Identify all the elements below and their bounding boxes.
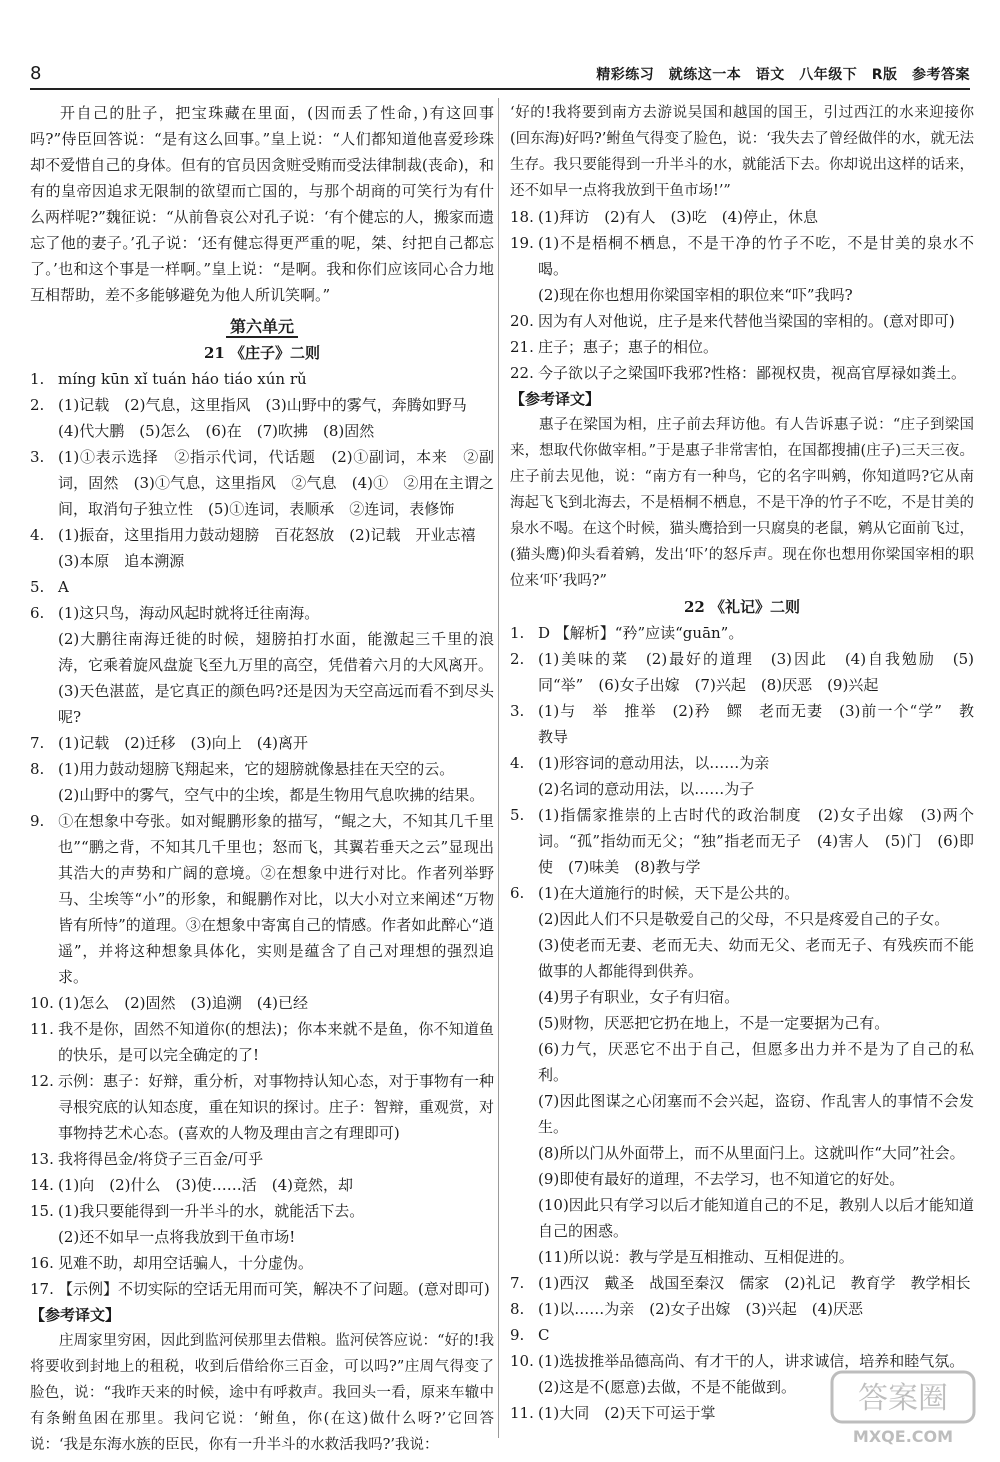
answer-text: (1)记载 (2)气息，这里指风 (3)山野中的雾气，奔腾如野马 <box>58 396 467 414</box>
answer-text: 我将得邑金/将贷子三百金/可乎 <box>58 1150 264 1168</box>
unit-title: 第六单元 <box>30 314 494 340</box>
answer-number: 9. <box>30 812 45 830</box>
reference-translation-heading: 【参考译文】 <box>30 1306 121 1324</box>
answer-item <box>510 230 974 282</box>
answer-number: 5. <box>30 578 45 596</box>
answer-text: (8)所以门从外面带上，而不从里面闩上。这就叫作“大同”社会。 <box>538 1144 965 1162</box>
answer-number: 4. <box>30 526 45 544</box>
answer-item <box>510 750 974 776</box>
answer-text: D 【解析】“矜”应读“guān”。 <box>538 624 744 642</box>
answer-text: míng kūn xǐ tuán háo tiáo xún rǔ <box>58 370 307 388</box>
answer-number: 18. <box>510 208 534 226</box>
answer-text: (3)使老而无妻、老而无夫、幼而无父、老而无子、有残疾而不能做事的人都能得到供养。 <box>538 936 974 980</box>
answer-text: (5)财物，厌恶把它扔在地上，不是一定要据为己有。 <box>538 1014 890 1032</box>
answer-text: 庄子；惠子；惠子的相位。 <box>538 338 719 356</box>
answer-number: 8. <box>30 760 45 778</box>
answer-number: 6. <box>510 884 525 902</box>
watermark-url: MXQE.COM <box>852 1427 954 1446</box>
right-column <box>510 100 990 1426</box>
answer-item <box>510 1166 974 1192</box>
answer-item <box>510 646 974 698</box>
answer-item <box>510 880 974 906</box>
answer-text: (1)怎么 (2)固然 (3)追溯 (4)已经 <box>58 994 308 1012</box>
answer-item <box>30 782 494 808</box>
answer-number: 1. <box>30 370 45 388</box>
answer-text: 我不是你，固然不知道你(的想法)；你本来就不是鱼，你不知道鱼的快乐，是可以完全确定的了! <box>58 1020 494 1064</box>
left-answer-list <box>30 366 494 1302</box>
answer-text: A <box>58 578 69 596</box>
answer-text: (1)记载 (2)迁移 (3)向上 (4)离开 <box>58 734 308 752</box>
answer-number: 2. <box>510 650 525 668</box>
translation-continued: ‘好的!我将要到南方去游说吴国和越国的国王，引过西江的水来迎接你(回东海)好吗?’鲋鱼气得变了脸色，说：‘我失去了曾经做伴的水，就无法生存。我只要能得到一升半斗的水，就能活下去。你却说出这样的话来，还不如早一点将我放到干鱼市场!’” <box>510 105 974 199</box>
answer-item <box>30 990 494 1016</box>
answer-text: (7)因此图谋之心闭塞而不会兴起，盗窃、作乱害人的事情不会发生。 <box>538 1092 974 1136</box>
lesson-title-22: 22 《礼记》二则 <box>683 598 801 616</box>
lesson-title: 21 《庄子》二则 <box>203 344 321 362</box>
answer-text: (1)形容词的意动用法，以……为亲 <box>538 754 770 772</box>
answer-text: (1)①表示选择 ②指示代词，代话题 (2)①副词，本来 ②副词，固然 (3)①气息，这里指风 ②气息 (4)① ②用在主谓之间，取消句子独立性 (5)①连词，表顺承 ②连词，表修饰 <box>58 448 494 518</box>
answer-number: 10. <box>30 994 54 1012</box>
answer-text: (1)大同 (2)天下可运于掌 <box>538 1404 716 1422</box>
answer-item <box>510 1192 974 1244</box>
answer-number: 2. <box>30 396 45 414</box>
answer-text: (11)所以说：教与学是互相推动、互相促进的。 <box>538 1248 854 1266</box>
answer-text: (1)以……为亲 (2)女子出嫁 (3)兴起 (4)厌恶 <box>538 1300 863 1318</box>
answer-number: 7. <box>510 1274 525 1292</box>
answer-item <box>510 1322 974 1348</box>
answer-item <box>30 1250 494 1276</box>
answer-number: 4. <box>510 754 525 772</box>
answer-text: (4)代大鹏 (5)怎么 (6)在 (7)吹拂 (8)固然 <box>58 422 375 440</box>
right-answer-list-a <box>510 204 974 386</box>
answer-item <box>30 444 494 522</box>
answer-text: (2)因此人们不只是敬爱自己的父母，不只是疼爱自己的子女。 <box>538 910 950 928</box>
answer-item <box>510 1296 974 1322</box>
answer-number: 20. <box>510 312 534 330</box>
answer-item <box>30 730 494 756</box>
answer-text: (1)用力鼓动翅膀飞翔起来，它的翅膀就像悬挂在天空的云。 <box>58 760 455 778</box>
answer-item <box>510 932 974 984</box>
reference-translation: 庄周家里穷困，因此到监河侯那里去借粮。监河侯答应说：“好的!我将要收到封地上的租税，收到后借给你三百金，可以吗?”庄周气得变了脸色，说：“我昨天来的时候，途中有呼救声。我回头一看，原来车辙中有条鲋鱼困在那里。我问它说：‘鲋鱼，你(在这)做什么呀?’它回答说：‘我是东海水族的臣民，你有一升半斗的水救活我吗?’我说： <box>30 1333 494 1453</box>
answer-item <box>510 620 974 646</box>
answer-number: 1. <box>510 624 525 642</box>
answer-item <box>510 334 974 360</box>
answer-text: (1)这只鸟，海动风起时就将迁往南海。 <box>58 604 320 622</box>
answer-text: (1)指儒家推崇的上古时代的政治制度 (2)女子出嫁 (3)两个词。“孤”指幼而无父；“独”指老而无子 (4)害人 (5)门 (6)即使 (7)味美 (8)教与学 <box>538 806 974 876</box>
answer-item <box>30 548 494 574</box>
answer-number: 22. <box>510 364 534 382</box>
answer-text: (10)因此只有学习以后才能知道自己的不足，教别人以后才能知道自己的困惑。 <box>538 1196 974 1240</box>
answer-item <box>510 282 974 308</box>
answer-item <box>510 1140 974 1166</box>
answer-item <box>30 808 494 990</box>
answer-number: 11. <box>510 1404 534 1422</box>
answer-number: 9. <box>510 1326 525 1344</box>
answer-item <box>30 1016 494 1068</box>
answer-item <box>510 360 974 386</box>
answer-text: 【示例】不切实际的空话无用而可笑，解决不了问题。(意对即可) <box>58 1280 490 1298</box>
answer-item <box>510 1036 974 1088</box>
answer-item <box>510 308 974 334</box>
answer-text: 今子欲以子之梁国吓我邪?性格：鄙视权贵，视高官厚禄如粪土。 <box>538 364 967 382</box>
answer-text: (9)即使有最好的道理，不去学习，也不知道它的好处。 <box>538 1170 905 1188</box>
answer-text: (1)不是梧桐不栖息，不是干净的竹子不吃，不是甘美的泉水不喝。 <box>538 234 974 278</box>
answer-item <box>510 984 974 1010</box>
answer-text: (6)力气，厌恶它不出于自己，但愿多出力并不是为了自己的私利。 <box>538 1040 974 1084</box>
answer-text: (2)名词的意动用法，以……为子 <box>538 780 755 798</box>
answer-number: 16. <box>30 1254 54 1272</box>
answer-item <box>30 756 494 782</box>
answer-text: (2)还不如早一点将我放到干鱼市场! <box>58 1228 296 1246</box>
answer-item <box>30 522 494 548</box>
answer-number: 12. <box>30 1072 54 1090</box>
answer-item <box>510 776 974 802</box>
answer-item <box>510 1270 974 1296</box>
answer-item <box>30 1276 494 1302</box>
right-answer-list-b <box>510 620 990 1426</box>
watermark-text: 答案圈 <box>858 1381 948 1416</box>
answer-number: 5. <box>510 806 525 824</box>
reference-translation-2: 惠子在梁国为相，庄子前去拜访他。有人告诉惠子说：“庄子到梁国来，想取代你做宰相。”于是惠子非常害怕，在国都搜捕(庄子)三天三夜。庄子前去见他，说：“南方有一种鸟，它的名字叫鹓，你知道吗?它从南海起飞飞到北海去，不是梧桐不栖息，不是干净的竹子不吃，不是甘美的泉水不喝。在这个时候，猫头鹰拾到一只腐臭的老鼠，鹓从它面前飞过，(猫头鹰)仰头看着鹓，发出‘吓’的怒斥声。现在你也想用你梁国宰相的职位来‘吓’我吗?” <box>510 417 974 589</box>
answer-text: C <box>538 1326 550 1344</box>
answer-item <box>30 626 494 678</box>
answer-item <box>30 1068 494 1146</box>
answer-text: (1)美味的菜 (2)最好的道理 (3)因此 (4)自我勉励 (5)同“举” (6)女子出嫁 (7)兴起 (8)厌恶 (9)兴起 <box>538 650 974 694</box>
answer-item <box>510 698 990 750</box>
answer-text: 因为有人对他说，庄子是来代替他当梁国的宰相的。(意对即可) <box>538 312 955 330</box>
header-title: 精彩练习 就练这一本 语文 八年级下 R版 参考答案 <box>596 67 970 83</box>
answer-item <box>30 1146 494 1172</box>
answer-item <box>510 1244 974 1270</box>
reference-translation-heading-2: 【参考译文】 <box>510 390 601 408</box>
page-number: 8 <box>30 63 42 84</box>
answer-text: (1)拜访 (2)有人 (3)吃 (4)停止，休息 <box>538 208 818 226</box>
answer-item <box>30 392 494 418</box>
answer-text: (1)选拔推举品德高尚、有才干的人，讲求诚信，培养和睦气氛。 <box>538 1352 965 1370</box>
answer-item <box>30 600 494 626</box>
answer-item <box>510 1010 974 1036</box>
intro-paragraph: 开自己的肚子，把宝珠藏在里面，(因而丢了性命，)有这回事吗?”侍臣回答说：“是有这么回事。”皇上说：“人们都知道他喜爱珍珠却不爱惜自己的身体。但有的官员因贪赃受贿而受法律制裁(丧命)，和有的皇帝因追求无限制的欲望而亡国的，与那个胡商的可笑行为有什么两样呢?”魏征说：“从前鲁哀公对孔子说：‘有个健忘的人，搬家而遗忘了他的妻子。’孔子说：‘还有健忘得更严重的呢，桀、纣把自己都忘了。’也和这个事是一样啊。”皇上说：“是啊。我和你们应该同心合力地互相帮助，差不多能够避免为他人所讥笑啊。” <box>30 104 494 304</box>
answer-text: (1)我只要能得到一升半斗的水，就能活下去。 <box>58 1202 365 1220</box>
answer-item <box>510 1088 974 1140</box>
answer-number: 15. <box>30 1202 54 1220</box>
answer-number: 3. <box>30 448 45 466</box>
answer-item <box>30 678 494 730</box>
answer-item <box>30 574 494 600</box>
left-column <box>30 100 494 1458</box>
answer-text: 示例：惠子：好辩，重分析，对事物持认知心态，对于事物有一种寻根究底的认知态度，重在知识的探讨。庄子：智辩，重观赏，对事物持艺术心态。(喜欢的人物及理由言之有理即可) <box>58 1072 494 1142</box>
answer-item <box>30 1172 494 1198</box>
answer-number: 19. <box>510 234 534 252</box>
answer-item <box>510 204 974 230</box>
answer-text: 见难不助，却用空话骗人，十分虚伪。 <box>58 1254 314 1272</box>
answer-item <box>30 1224 494 1250</box>
answer-text: (1)与 举 推举 (2)矜 鳏 老而无妻 (3)前一个“学” 教 教导 <box>538 702 990 746</box>
answer-item <box>30 418 494 444</box>
answer-number: 6. <box>30 604 45 622</box>
answer-item <box>30 1198 494 1224</box>
answer-text: (1)西汉 戴圣 战国至秦汉 儒家 (2)礼记 教育学 教学相长 <box>538 1274 971 1292</box>
answer-item <box>30 366 494 392</box>
answer-text: (2)山野中的雾气，空气中的尘埃，都是生物用气息吹拂的结果。 <box>58 786 485 804</box>
watermark-logo <box>828 1368 978 1448</box>
page-header <box>30 58 970 90</box>
answer-item <box>510 802 974 880</box>
answer-number: 10. <box>510 1352 534 1370</box>
answer-text: (1)振奋，这里指用力鼓动翅膀 百花怒放 (2)记载 开业志禧 <box>58 526 476 544</box>
answer-number: 7. <box>30 734 45 752</box>
column-divider <box>498 98 499 1438</box>
answer-text: (3)本原 追本溯源 <box>58 552 185 570</box>
answer-item <box>510 906 974 932</box>
answer-number: 14. <box>30 1176 54 1194</box>
answer-number: 21. <box>510 338 534 356</box>
answer-number: 3. <box>510 702 525 720</box>
answer-number: 17. <box>30 1280 54 1298</box>
answer-text: (1)在大道施行的时候，天下是公共的。 <box>538 884 800 902</box>
answer-number: 8. <box>510 1300 525 1318</box>
answer-text: (2)大鹏往南海迁徙的时候，翅膀拍打水面，能激起三千里的浪涛，它乘着旋风盘旋飞至九万里的高空，凭借着六月的大风离开。 <box>58 630 494 674</box>
answer-text: (2)现在你也想用你梁国宰相的职位来“吓”我吗? <box>538 286 853 304</box>
answer-text: (2)这是不(愿意)去做，不是不能做到。 <box>538 1378 796 1396</box>
answer-text: (1)向 (2)什么 (3)使……活 (4)竟然，却 <box>58 1176 353 1194</box>
answer-text: (4)男子有职业，女子有归宿。 <box>538 988 740 1006</box>
answer-number: 11. <box>30 1020 54 1038</box>
answer-number: 13. <box>30 1150 54 1168</box>
answer-text: ①在想象中夸张。如对鲲鹏形象的描写，“鲲之大，不知其几千里也”“鹏之背，不知其几千里也；怒而飞，其翼若垂天之云”显现出其浩大的声势和广阔的意境。②在想象中进行对比。作者列举野马、尘埃等“小”的形象，和鲲鹏作对比，以大小对立来阐述“万物皆有所恃”的道理。③在想象中寄寓自己的情感。作者如此醉心“逍遥”，并将这种想象具体化，实则是蕴含了自己对理想的强烈追求。 <box>58 812 494 986</box>
answer-text: (3)天色湛蓝，是它真正的颜色吗?还是因为天空高远而看不到尽头呢? <box>58 682 494 726</box>
